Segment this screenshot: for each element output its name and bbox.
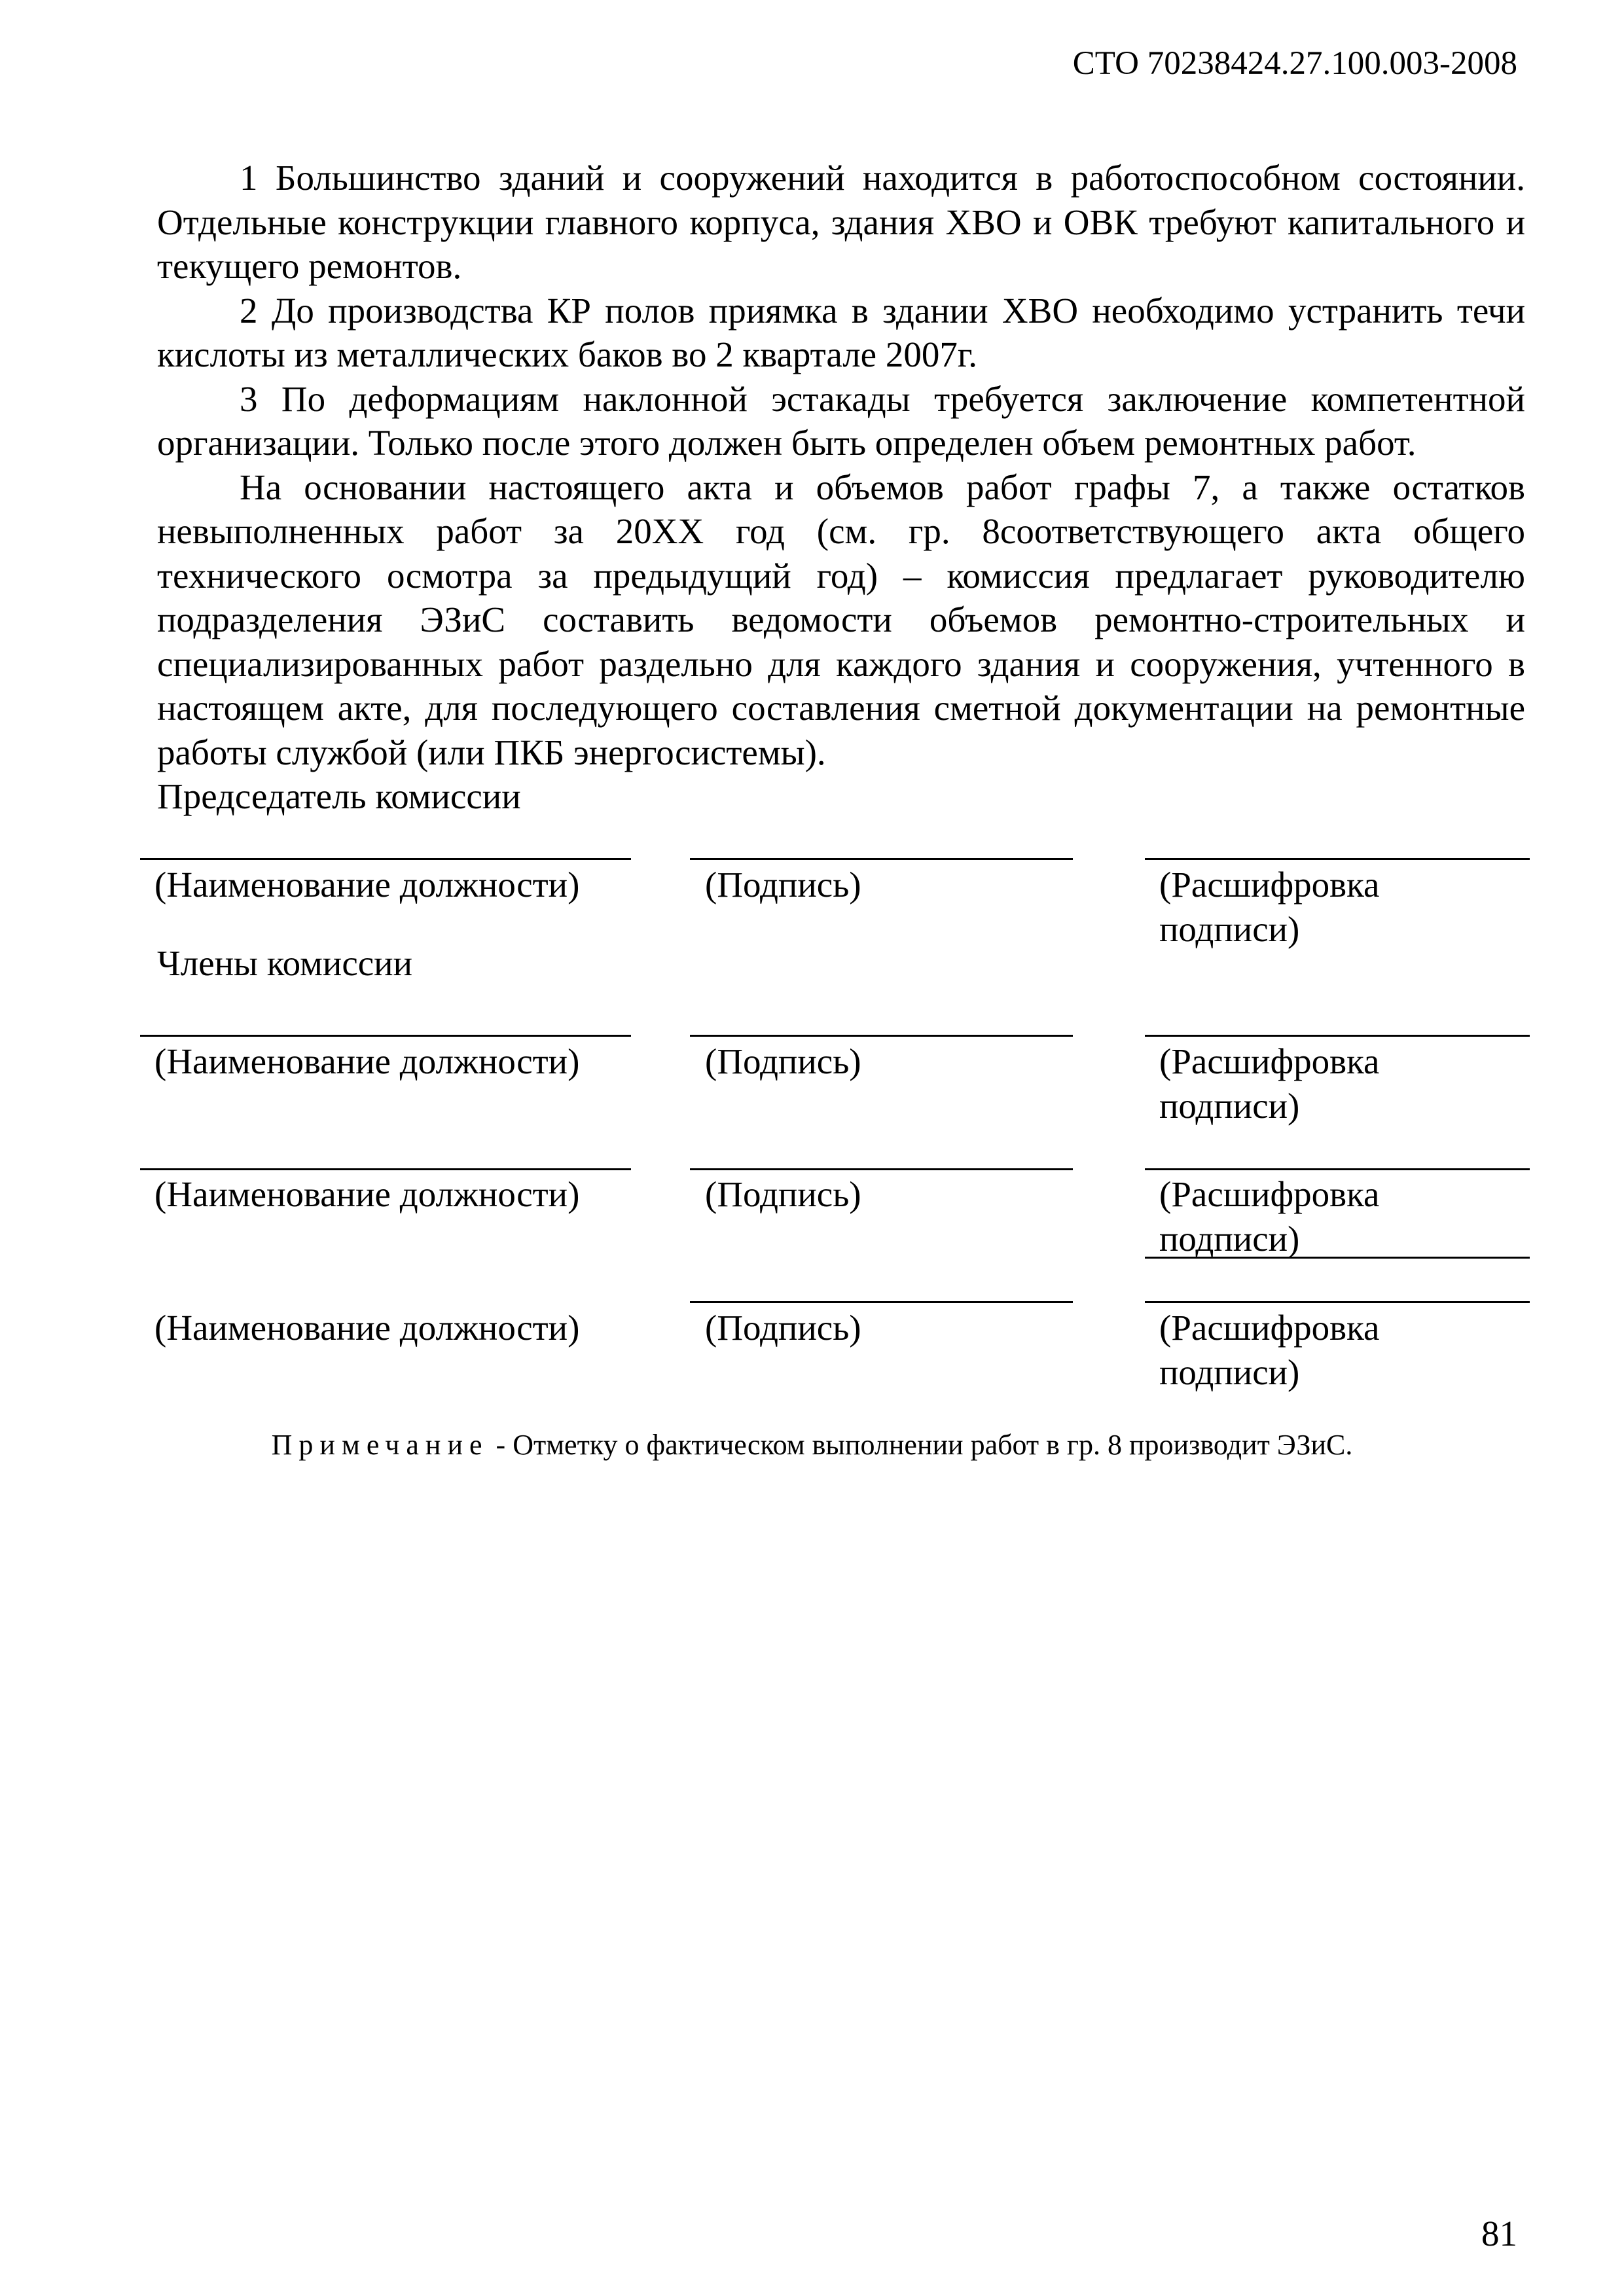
body-text [157, 156, 1525, 819]
decoding-line [1145, 1168, 1530, 1170]
signature-label: (Подпись) [705, 1041, 861, 1081]
position-line [140, 858, 631, 860]
paragraph-2: 2 До производства КР полов приямка в здании ХВО необходимо устранить течи кислоты из металлических баков во 2 квартале 2007г. [157, 290, 1525, 374]
decoding-label: (Расшифровка подписи) [1159, 865, 1380, 949]
position-label: (Наименование должности) [154, 1308, 580, 1348]
page-number: 81 [1481, 2214, 1517, 2253]
signature-line [690, 1035, 1073, 1037]
members-label: Члены комиссии [157, 943, 413, 983]
signature-line [690, 1301, 1073, 1303]
signature-label: (Подпись) [705, 1308, 861, 1348]
position-line [140, 1035, 631, 1037]
decoding-label: (Расшифровка подписи) [1159, 1041, 1380, 1126]
paragraph-3: 3 По деформациям наклонной эстакады требуется заключение компетентной организации. Только после этого должен быть определен объем ремонтных работ. [157, 378, 1525, 463]
decoding-label: (Расшифровка подписи) [1159, 1174, 1380, 1259]
decoding-line [1145, 858, 1530, 860]
paragraph-1: 1 Большинство зданий и сооружений находится в работоспособном состоянии. Отдельные конструкции главного корпуса, здания ХВО и ОВК требуют капитального и текущего ремонтов. [157, 158, 1525, 286]
decoding-line [1145, 1301, 1530, 1303]
paragraph-4: На основании настоящего акта и объемов работ графы 7, а также остатков невыполненных работ за 20ХХ год (см. гр. 8соответствующего акта общего технического осмотра за предыдущий год) – комиссия предлагает руководителю подразделения ЭЗиС составить ведомости объемов ремонтно-строительных и специализированных работ раздельно для каждого здания и сооружения, учтенного в настоящем акте, для последующего составления сметной документации на ремонтные работы службой (или ПКБ энергосистемы). [157, 467, 1525, 772]
decoding-label: (Расшифровка подписи) [1159, 1308, 1380, 1392]
decoding-line [1145, 1035, 1530, 1037]
signature-label: (Подпись) [705, 1174, 861, 1214]
signature-line [690, 858, 1073, 860]
position-label: (Наименование должности) [154, 1041, 580, 1081]
signature-label: (Подпись) [705, 865, 861, 905]
chairman-label: Председатель комиссии [157, 776, 521, 816]
position-line [140, 1168, 631, 1170]
decoding-underline [1145, 1257, 1530, 1259]
position-label: (Наименование должности) [154, 1174, 580, 1214]
note-text: - Отметку о фактическом выполнении работ в гр. 8 производит ЭЗиС. [488, 1429, 1353, 1461]
document-code: СТО 70238424.27.100.003-2008 [1072, 45, 1517, 82]
signature-line [690, 1168, 1073, 1170]
note-prefix: Примечание [271, 1429, 489, 1461]
position-label: (Наименование должности) [154, 865, 580, 905]
note [0, 1426, 1624, 1465]
